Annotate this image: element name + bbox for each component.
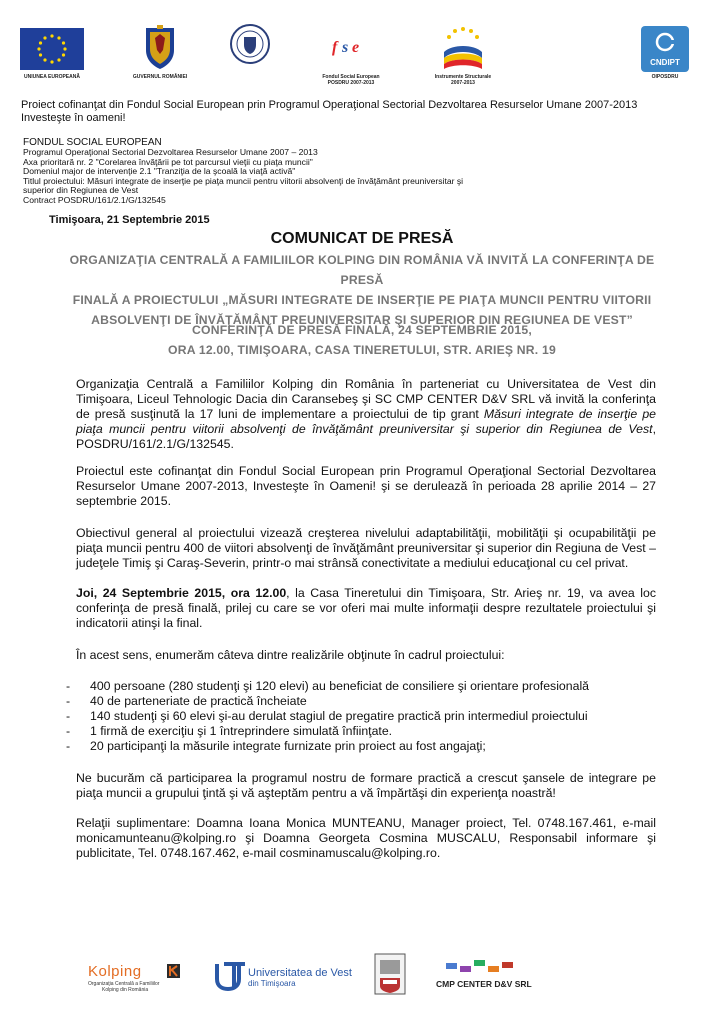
eu-label: UNIUNEA EUROPEANĂ [24, 74, 80, 80]
paragraph-4-text: , la Casa Tineretului din Timişoara, Str. Arieş nr. 19, va avea loc conferinţa de presă finală, prilej cu care se vor oferi mai multe informaţii despre rezultatele proiectului şi indicatorii atinşi la final. [76, 586, 656, 630]
cmp-squares-icon [446, 960, 526, 972]
list-dash: - [66, 679, 71, 693]
paragraph-1-end: , POSDRU/161/2.1/G/132545. [76, 422, 656, 451]
list-item-text: 1 firmă de exerciţiu şi 1 întreprindere simulată înfiinţate. [90, 724, 393, 738]
kolping-k-icon [167, 964, 180, 978]
paragraph-2: Proiectul este cofinanţat din Fondul Social European prin Programul Operaţional Sectorial Dezvoltarea Resurselor Umane 2007-2013, Investeşte în Oameni! şi se derulează în perioada 28 aprilie 2014 – 27 septembrie 2015. [76, 464, 656, 508]
paragraph-4 [76, 586, 656, 631]
subtitle-line-1: ORGANIZAŢIA CENTRALĂ A FAMILIILOR KOLPING DIN ROMÂNIA VĂ INVITĂ LA CONFERINŢA DE PRESĂ [69, 253, 655, 287]
cofinantat-line-2: Investeşte în oameni! [21, 111, 126, 124]
cmp-name: CMP CENTER D&V SRL [436, 979, 532, 989]
svg-text:f: f [332, 39, 338, 56]
achievements-list [66, 679, 666, 754]
oiposdru-label: OIPOSDRU [651, 74, 679, 80]
cofinantat-line-1: Proiect cofinanţat din Fondul Social European prin Programul Operaţional Sectorial Dezvoltarea Resurselor Umane 2007-2013 [21, 99, 638, 111]
eu-flag-logo [20, 28, 84, 70]
project-title-italic: Măsuri integrate de inserţie pe piaţa muncii pentru viitorii absolvenţi de învăţământ preuniversitar şi superior din Regiunea de Vest [76, 407, 656, 436]
cmp-logo [436, 960, 556, 992]
subtitle-line-2: FINALĂ A PROIECTULUI „MĂSURI INTEGRATE DE INSERŢIE PE PIAŢA MUNCII PENTRU VIITORII [72, 293, 652, 307]
list-item [66, 679, 666, 694]
program-fse: FONDUL SOCIAL EUROPEAN [23, 137, 162, 148]
list-item [66, 694, 666, 709]
cndipt-mark-icon [655, 32, 675, 52]
uvt-logo [214, 961, 374, 995]
uvt-mark-icon [214, 961, 246, 991]
subtitle-line-3: ABSOLVENŢI DE ÎNVĂŢĂMÂNT PREUNIVERSITAR ŞI SUPERIOR DIN REGIUNEA DE VEST” [91, 313, 633, 327]
list-dash: - [66, 694, 71, 708]
cndipt-logo [641, 26, 689, 72]
instrumente-label: Instrumente Structurale [434, 74, 492, 80]
list-dash: - [66, 709, 71, 723]
guvern-label: GUVERNUL ROMÂNIEI [132, 74, 188, 80]
program-info [23, 137, 673, 206]
event-date-bold: Joi, 24 Septembrie 2015, ora 12.00 [76, 586, 287, 600]
fse-logo-icon [330, 34, 370, 60]
program-titlu: Titlul proiectului: Măsuri integrate de inserţie pe piaţa muncii pentru viitorii absolvenţi de învăţământ preuniversitar şi [23, 175, 464, 186]
subtitle-block [60, 250, 664, 330]
cofinantat-block [21, 99, 701, 124]
svg-text:s: s [342, 39, 349, 56]
instrumente-label-2: 2007-2013 [451, 80, 475, 86]
kolping-sub-2: Kolping din România [102, 987, 149, 993]
cndipt-badge-text: CNDIPT [650, 58, 680, 67]
uvt-city: din Timişoara [248, 979, 296, 988]
program-titlu-2: superior din Regiunea de Vest [23, 185, 139, 196]
ministry-seal-icon [229, 23, 271, 65]
program-domeniu: Domeniul major de intervenţie 2.1 "Tranziţia de la şcoală la viaţă activă" [23, 166, 296, 177]
fse-label-2: POSDRU 2007-2013 [327, 80, 375, 86]
program-posdru: Programul Operaţional Sectorial Dezvoltarea Resurselor Umane 2007 – 2013 [23, 147, 318, 157]
list-item [66, 709, 666, 724]
eu-stars-icon [20, 28, 84, 70]
list-item [66, 724, 666, 739]
paragraph-1 [76, 377, 656, 452]
program-contract: Contract POSDRU/161/2.1/G/132545 [23, 194, 166, 205]
svg-text:e: e [352, 39, 360, 56]
date-line: Timişoara, 21 Septembrie 2015 [49, 214, 210, 226]
list-item [66, 739, 666, 754]
program-axa: Axa prioritară nr. 2 "Corelarea învăţării pe tot parcursul vieţii cu piaţa muncii" [23, 156, 313, 167]
list-item-text: 140 studenţi şi 60 elevi şi-au derulat stagiul de pregatire practică prin intermediul proiectului [90, 709, 588, 723]
paragraph-6: Ne bucurăm că participarea la programul nostru de formare practică a crescut şansele de integrare pe piaţa muncii a grupului ţintă şi vă aşteptăm pentru a vă împărtăşi din experienţa noastră! [76, 771, 656, 800]
list-item-text: 400 persoane (280 studenţi şi 120 elevi) au beneficiat de consiliere şi orientare profesională [90, 679, 590, 693]
fse-label: Fondul Social European [322, 74, 380, 80]
paragraph-7: Relaţii suplimentare: Doamna Ioana Monica MUNTEANU, Manager proiect, Tel. 0748.167.461, e-mail monicamunteanu@kolping.ro şi Doamna Georgeta Cosmina MUSCALU, Responsabil informare şi publicitate, Tel. 0748.167.462, e-mail cosminamuscalu@kolping.ro. [76, 816, 656, 860]
list-item-text: 20 participanţi la măsurile integrate furnizate prin proiect au fost angajaţi; [90, 739, 486, 753]
kolping-logo [88, 963, 188, 993]
school-emblem-icon [373, 952, 407, 996]
list-dash: - [66, 739, 71, 753]
kolping-sub-1: Organizaţia Centrală a Familiilor [88, 981, 160, 987]
uvt-name: Universitatea de Vest [248, 967, 352, 979]
paragraph-5: În acest sens, enumerăm câteva dintre realizările obţinute în cadrul proiectului: [76, 648, 505, 662]
paragraph-1-text: Organizaţia Centrală a Familiilor Kolping din România în parteneriat cu Universitatea de Vest din Timişoara, Liceul Tehnologic Dacia din Caransebeş şi SC CMP CENTER D&V SRL vă invită la conferinţa de presă susţinută la 17 luni de implementare a proiectului de tip grant [76, 377, 656, 421]
list-item-text: 40 de parteneriate de practică încheiate [90, 694, 307, 708]
kolping-name: Kolping [88, 963, 142, 980]
conference-line-1: CONFERINŢĂ DE PRESĂ FINALĂ, 24 SEPTEMBRIE 2015, [192, 323, 532, 337]
instrumente-structurale-icon [438, 24, 488, 70]
list-dash: - [66, 724, 71, 738]
paragraph-3: Obiectivul general al proiectului vizează creşterea nivelului adaptabilităţii, mobilităţii şi ocupabilităţii pe piaţa muncii pentru 400 de viitori absolvenţi de învăţământ preuniversitar şi superior din Regiuna de Vest – judeţele Timiş şi Caraş-Severin, printr-o mai strânsă conectivitate a mediului educaţional cu cel privat. [76, 526, 656, 570]
conference-block [60, 320, 664, 360]
page-title: COMUNICAT DE PRESĂ [270, 230, 454, 247]
conference-line-2: ORA 12.00, TIMIŞOARA, CASA TINERETULUI, STR. ARIEŞ NR. 19 [168, 343, 556, 357]
romania-coat-of-arms-icon [143, 24, 177, 70]
